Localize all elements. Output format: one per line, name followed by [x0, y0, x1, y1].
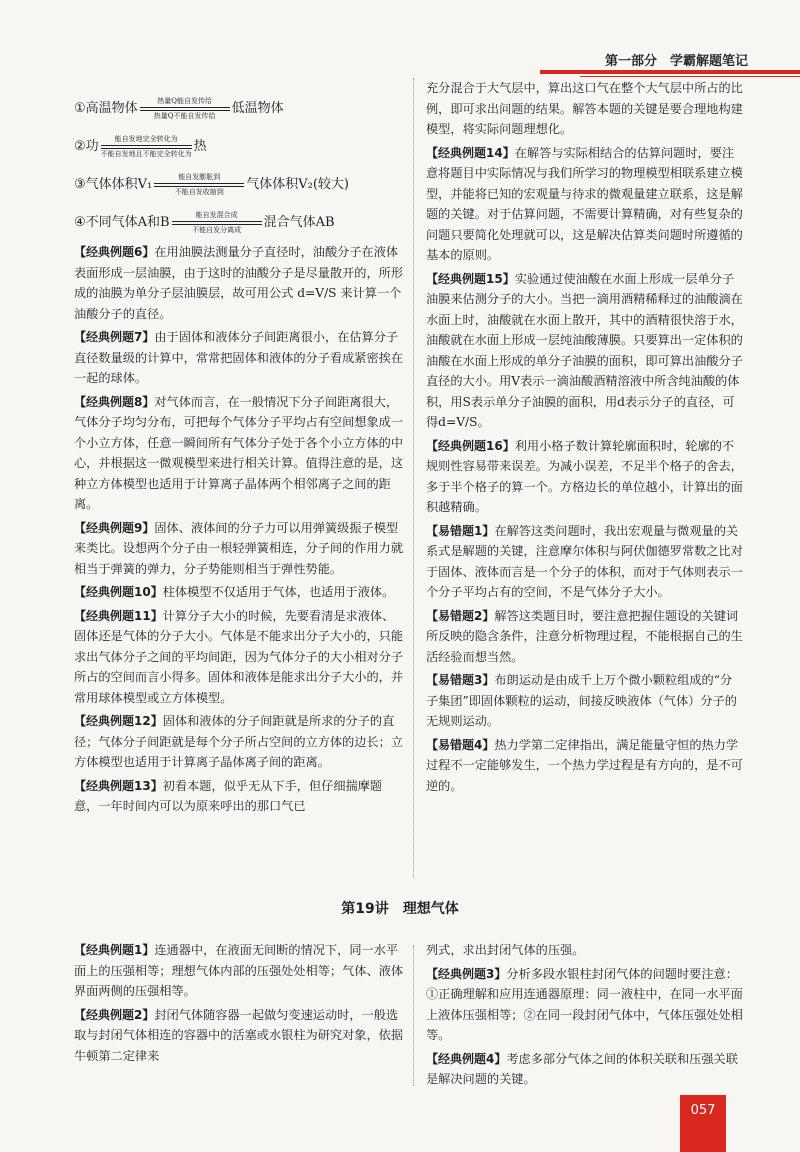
entry-text: 连通器中，在液面无间断的情况下，同一水平面上的压强相等；理想气体内部的压强处处相等；气体、液体界面两侧的压强相等。: [74, 943, 404, 998]
header-title: 第一部分 学霸解题笔记: [604, 54, 748, 69]
header-rule-thin: [580, 76, 800, 77]
column-divider-bottom: [413, 945, 414, 1085]
entry-tag: 【经典例题3】: [426, 966, 507, 981]
entry: [74, 1005, 404, 1067]
process-row: [74, 204, 404, 242]
entry-text: 分析多段水银柱封闭气体的问题时要注意：①正确理解和应用连通器原理：同一液柱中，在同一水平面上液体压强相等；②在同一段封闭气体中，气体压强处处相等。: [426, 966, 743, 1042]
entry-text: 解答这类题目时，要注意把握住题设的关键词所反映的隐含条件，注意分析物理过程，不能根据自己的生活经验而想当然。: [426, 608, 743, 664]
entry-tag: 【经典例题2】: [74, 1007, 155, 1022]
process-list: [74, 90, 404, 242]
entry: [74, 776, 404, 817]
arrow-bottom-label: 不能自发分离成: [192, 226, 242, 234]
process-number: ①: [74, 100, 86, 116]
entry-tag: 【经典例题11】: [74, 608, 163, 623]
arrow-lines: [172, 220, 262, 226]
entry-tag: 【经典例题15】: [426, 271, 515, 286]
entry-tag: 【经典例题16】: [426, 438, 515, 453]
entry: [426, 436, 744, 518]
page-header: [540, 48, 800, 74]
entry-text: 由于固体和液体分子间距离很小，在估算分子直径数量级的计算中，常常把固体和液体的分子看成紧密挨在一起的球体。: [74, 330, 404, 385]
entry-tag: 【易错题4】: [426, 737, 495, 752]
column-divider: [413, 78, 414, 878]
entry: [74, 711, 404, 773]
entry: [74, 242, 404, 324]
entry-tag: 【易错题2】: [426, 608, 495, 623]
entry: [426, 940, 744, 961]
entry: [426, 606, 744, 668]
left-entries: [74, 242, 404, 817]
entry-tag: 【易错题3】: [426, 673, 495, 687]
process-right: 热: [193, 138, 207, 154]
bottom-left-column: [74, 940, 404, 1069]
process-right: 低温物体: [231, 100, 284, 116]
page-number: 057: [680, 1095, 726, 1152]
entry-text: 对气体而言，在一般情况下分子间距离很大，气体分子均匀分布，可把每个气体分子平均占有空间想象成一个小立方体，任意一瞬间所有气体分子处于各个小立方体的中心，并根据这一微观模型来进行相关计算。值得注意的是，这种立方体模型也适用于计算离子晶体两个相邻离子之间的距离。: [74, 394, 404, 511]
header-rule: [540, 70, 800, 74]
entry: [74, 582, 404, 603]
entry-text: 在解答与实际相结合的估算问题时，要注意将题目中实际情况与我们所学习的物理模型相联系建立模型，并能将已知的宏观量与待求的微观量建立联系，这是解题的关键。对于估算问题，不需要计算精确，对有些复杂的问题只要简化处理就可以，这是解决估算类问题时所遵循的基本的原则。: [426, 145, 743, 262]
entry-tag: 【经典例题1】: [74, 943, 155, 957]
process-left: 高温物体: [85, 100, 138, 116]
arrow-bottom-label: 不能自发地且不能完全转化为: [100, 150, 192, 158]
process-right: 混合气体AB: [263, 214, 335, 230]
process-right: 气体体积V₂(较大): [246, 176, 350, 192]
arrow-top-label: 能自发膨胀到: [178, 173, 221, 181]
process-left: 功: [85, 138, 99, 154]
entry: [74, 518, 404, 580]
arrow-bottom-label: 不能自发收缩到: [174, 188, 224, 196]
entry-tag: 【经典例题4】: [426, 1051, 507, 1066]
entry-text: 固体和液体的分子间距就是所求的分子的直径；气体分子间距就是每个分子所占空间的立方体的边长；立方体模型也适用于计算离子晶体离子间的距离。: [74, 714, 404, 769]
entry: [426, 964, 744, 1046]
arrow-top-label: 热量Q能自发传给: [157, 97, 213, 105]
entry-tag: 【经典例题14】: [426, 145, 515, 160]
entry: [74, 327, 404, 389]
arrow-lines: [140, 106, 230, 112]
entry-text: 布朗运动是由成千上万个微小颗粒组成的“分子集团”即固体颗粒的运动，间接反映液体（气体）分子的无规则运动。: [426, 673, 737, 728]
entry-text: 柱体模型不仅适用于气体，也适用于液体。: [162, 585, 395, 599]
entry-tag: 【经典例题7】: [74, 330, 155, 344]
arrow-lines: [101, 144, 192, 150]
entry-tag: 【易错题1】: [426, 523, 495, 538]
entry: [426, 78, 744, 140]
entry-tag: 【经典例题12】: [74, 714, 163, 728]
entry-text: 考虑多部分气体之间的体积关联和压强关联是解决问题的关键。: [426, 1051, 738, 1086]
process-number: ③: [74, 176, 86, 192]
entry-tag: 【经典例题8】: [74, 394, 155, 409]
process-arrow: [154, 173, 244, 197]
process-row: [74, 166, 404, 204]
entry: [426, 521, 744, 603]
process-row: [74, 128, 404, 166]
entry-tag: 【经典例题9】: [74, 520, 155, 535]
entry: [74, 392, 404, 515]
entry-tag: 【经典例题6】: [74, 245, 155, 259]
bottom-right-column: [426, 940, 744, 1093]
entry: [426, 269, 744, 433]
arrow-lines: [154, 182, 244, 188]
section-title: 第19讲 理想气体: [341, 901, 459, 917]
entry-text: 固体、液体间的分子力可以用弹簧级振子模型来类比。设想两个分子由一根轻弹簧相连，分子间的作用力就相当于弹簧的弹力，分子势能则相当于弹性势能。: [74, 520, 404, 576]
entry: [74, 606, 404, 709]
entry-text: 热力学第二定律指出，满足能量守恒的热力学过程不一定能够发生，一个热力学过程是有方向的，是不可逆的。: [426, 737, 743, 793]
left-column: [74, 90, 404, 820]
entry-text: 实验通过使油酸在水面上形成一层单分子油膜来估测分子的大小。当把一滴用酒精稀释过的油酸滴在水面上时，油酸就在水面上散开，其中的酒精很快溶于水，油酸就在水面上形成一层纯油酸薄膜。只要算出一定体积的油酸在水面上形成的单分子油膜的面积，即可算出油酸分子直径的大小。用V表示一滴油酸酒精溶液中所含纯油酸的体积，用S表示单分子油膜的面积，用d表示分子的直径，可得d=V/S。: [426, 271, 743, 429]
process-arrow: [101, 135, 192, 159]
process-left: 气体体积V₁: [85, 176, 153, 192]
entry-tag: 【经典例题10】: [74, 585, 163, 599]
bottom-right-entries: [426, 940, 744, 1090]
process-arrow: [140, 97, 230, 121]
entry: [426, 1049, 744, 1090]
entry: [426, 143, 744, 266]
entry: [426, 670, 744, 732]
process-arrow: [172, 211, 262, 235]
entry-text: 初看本题，似乎无从下手，但仔细揣摩题意，一年时间内可以为原来呼出的那口气已: [74, 778, 383, 813]
entry-text: 在用油膜法测量分子直径时，油酸分子在液体表面形成一层油膜，由于这时的油酸分子是尽量散开的，所形成的油膜为单分子层油膜层，故可用公式 d=V/S 来计算一个油酸分子的直径。: [74, 245, 404, 321]
entry-text: 计算分子大小的时候，先要看清是求液体、固体还是气体的分子大小。气体是不能求出分子大小的，只能求出气体分子之间的平均间距，因为气体分子的大小相对分子所占的空间而言小得多。固体和液体是能求出分子大小的，并常用球体模型或立方体模型。: [74, 608, 404, 705]
entry-text: 封闭气体随容器一起做匀变速运动时，一般选取与封闭气体相连的容器中的活塞或水银柱为研究对象，依据牛顿第二定律来: [74, 1007, 404, 1063]
process-number: ②: [74, 138, 86, 154]
right-entries: [426, 78, 744, 796]
entry: [74, 940, 404, 1002]
entry-text: 列式，求出封闭气体的压强。: [426, 943, 585, 957]
arrow-bottom-label: 热量Q不能自发传给: [153, 112, 216, 120]
entry-text: 利用小格子数计算轮廓面积时，轮廓的不规则性容易带来误差。为减小误差，不足半个格子的舍去，多于半个格子的算一个。方格边长的单位越小，计算出的面积越精确。: [426, 438, 743, 514]
bottom-left-entries: [74, 940, 404, 1066]
process-row: [74, 90, 404, 128]
entry-tag: 【经典例题13】: [74, 778, 163, 793]
entry-text: 充分混合于大气层中，算出这口气在整个大气层中所占的比例，即可求出问题的结果。解答本题的关键是要合理地构建模型，将实际问题理想化。: [426, 81, 743, 136]
arrow-top-label: 能自发混合成: [195, 211, 238, 219]
entry: [426, 735, 744, 797]
process-left: 不同气体A和B: [85, 214, 170, 230]
process-number: ④: [74, 214, 86, 230]
right-column: [426, 78, 744, 799]
entry-text: 在解答这类问题时，我出宏观量与微观量的关系式是解题的关键，注意摩尔体积与阿伏伽德罗常数之比对于固体、液体而言是一个分子的体积，而对于气体则表示一个分子平均占有的空间，不是气体分子大小。: [426, 523, 743, 599]
arrow-top-label: 能自发地完全转化为: [114, 135, 178, 143]
